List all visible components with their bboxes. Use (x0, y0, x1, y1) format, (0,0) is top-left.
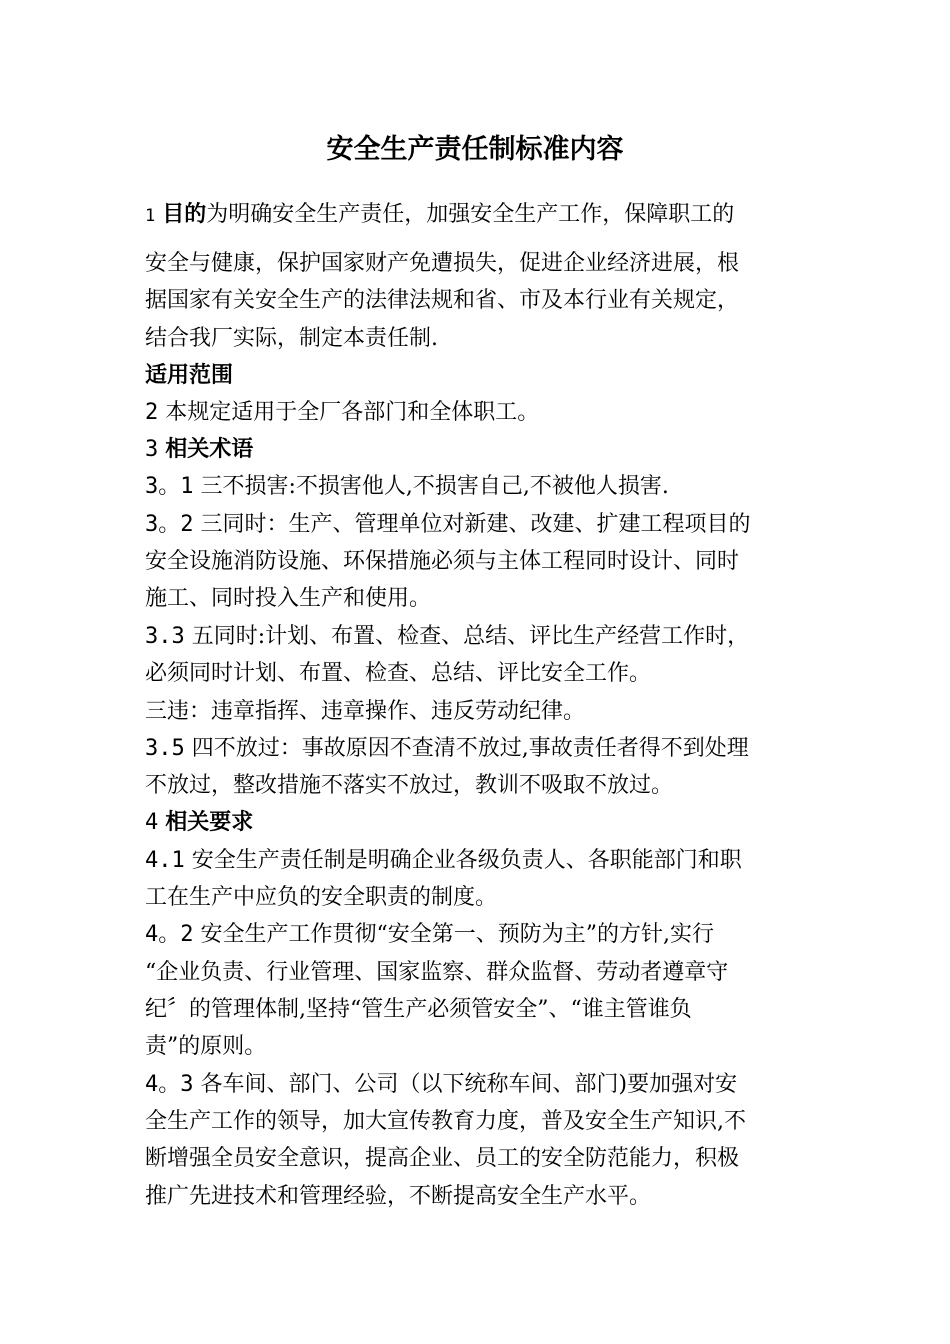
item-4-2-line-4: 责”的原则。 (145, 1034, 267, 1059)
item-3-2-line-3: 施工、同时投入生产和使用。 (145, 586, 432, 611)
item-3-2-line-1 (145, 510, 751, 540)
item-3-1-text: 三不损害:不损害他人,不损害自己,不被他人损害. (200, 474, 669, 499)
item-4-1-number: 4.1 (145, 848, 185, 873)
section-1-line-1 (145, 200, 734, 231)
section-4-heading-line (145, 808, 253, 838)
section-1-line-2: 安全与健康，保护国家财产免遭损失，促进企业经济进展，根 (145, 251, 740, 276)
item-4-1-line-2: 工在生产中应负的安全职责的制度。 (145, 885, 498, 910)
item-three-violations-line: 三违：违章指挥、违章操作、违反劳动纪律。 (145, 699, 586, 724)
item-4-3-line-2: 全生产工作的领导，加大宣传教育力度，普及安全生产知识,不 (145, 1109, 746, 1134)
item-3-3-line-2: 必须同时计划、布置、检查、总结、评比安全工作。 (145, 661, 652, 686)
item-3-1-line-1 (145, 472, 669, 502)
scope-heading: 适用范围 (145, 363, 234, 388)
item-3-2-number: 3。2 (145, 512, 194, 537)
item-4-3-number: 4。3 (145, 1072, 194, 1097)
item-3-5-number: 3.5 (145, 736, 185, 761)
section-2-number: 2 (145, 400, 159, 425)
item-4-3-line-1 (145, 1070, 737, 1100)
item-3-3-text-1: 五同时:计划、布置、检查、总结、评比生产经营工作时， (191, 624, 750, 649)
item-3-2-line-2: 安全设施消防设施、环保措施必须与主体工程同时设计、同时 (145, 549, 740, 574)
section-2-line (145, 398, 539, 428)
item-3-3-line-1 (145, 622, 749, 652)
item-3-5-line-1 (145, 734, 749, 764)
section-3-heading: 相关术语 (165, 437, 254, 462)
item-4-2-number: 4。2 (145, 922, 194, 947)
section-4-number: 4 (145, 810, 159, 835)
item-4-3-text-1: 各车间、部门、公司（以下统称车间、部门)要加强对安 (200, 1072, 738, 1097)
item-3-5-line-2: 不放过，整改措施不落实不放过，教训不吸取不放过。 (145, 773, 674, 798)
section-1-heading: 目的 (162, 202, 207, 227)
section-1-line-3: 据国家有关安全生产的法律法规和省、市及本行业有关规定， (145, 288, 740, 313)
item-4-1-line-1 (145, 846, 742, 876)
section-3-number: 3 (145, 437, 159, 462)
item-4-2-line-1 (145, 920, 714, 950)
item-4-2-line-2: “企业负责、行业管理、国家监察、群众监督、劳动者遵章守 (145, 960, 729, 985)
section-3-heading-line (145, 435, 253, 465)
item-4-2-text-1: 安全生产工作贯彻“安全第一、预防为主”的方针,实行 (200, 922, 714, 947)
item-3-1-number: 3。1 (145, 474, 194, 499)
item-4-2-line-3: 纪〞的管理体制,坚持“管生产必须管安全”、“谁主管谁负 (145, 997, 692, 1022)
section-2-text: 本规定适用于全厂各部门和全体职工。 (165, 400, 540, 425)
section-1-text-1: 为明确安全生产责任，加强安全生产工作，保障职工的 (206, 202, 735, 227)
section-1-number: 1 (145, 206, 156, 226)
section-1-line-4: 结合我厂实际，制定本责任制. (145, 326, 438, 351)
section-4-heading: 相关要求 (165, 810, 254, 835)
item-3-2-text-1: 三同时：生产、管理单位对新建、改建、扩建工程项目的 (200, 512, 751, 537)
item-4-1-text-1: 安全生产责任制是明确企业各级负责人、各职能部门和职 (191, 848, 742, 873)
page-title: 安全生产责任制标准内容 (326, 134, 624, 165)
item-4-3-line-4: 推广先进技术和管理经验，不断提高安全生产水平。 (145, 1184, 652, 1209)
item-4-3-line-3: 断增强全员安全意识，提高企业、员工的安全防范能力，积极 (145, 1146, 740, 1171)
item-3-5-text-1: 四不放过：事故原因不查清不放过,事故责任者得不到处理 (191, 736, 749, 761)
item-3-3-number: 3.3 (145, 624, 185, 649)
